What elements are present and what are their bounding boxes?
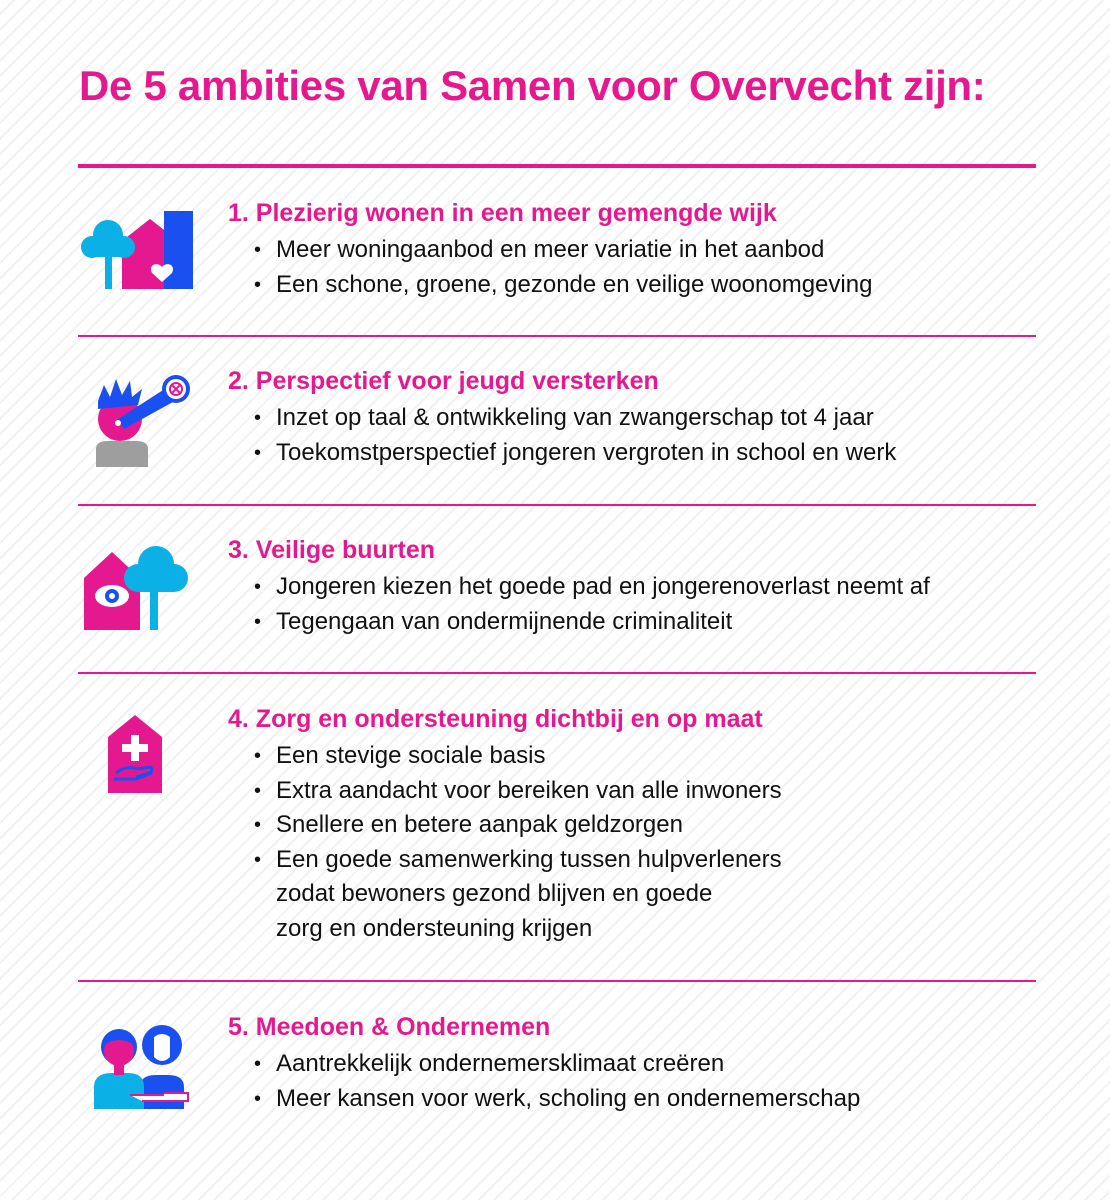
bullet-text-line: zorg en ondersteuning krijgen <box>276 914 593 942</box>
ambition-heading: 1. Plezierig wonen in een meer gemengde wijk <box>228 199 777 227</box>
house-eye-tree-icon <box>78 544 198 634</box>
bullet-text-line: Een goede samenwerking tussen hulpverleners <box>276 845 782 873</box>
bullet-list <box>254 233 872 302</box>
bullet-item: • Tegengaan van ondermijnende criminaliteit <box>254 607 733 635</box>
bullet-item: • Inzet op taal & ontwikkeling van zwangerschap tot 4 jaar <box>254 404 874 431</box>
bullet-item: • Meer kansen voor werk, scholing en ondernemerschap <box>254 1084 861 1112</box>
section-divider <box>78 335 1036 337</box>
bullet-list <box>254 570 930 639</box>
bullet-item: • Aantrekkelijk ondernemersklimaat creëren <box>254 1050 725 1077</box>
bullet-text: Een stevige sociale basis <box>276 742 546 769</box>
ambition-heading: 4. Zorg en ondersteuning dichtbij en op maat <box>228 705 763 733</box>
houses-tree-heart-icon <box>78 211 198 295</box>
ambition-4 <box>78 705 1036 955</box>
bullet-text: Tegengaan van ondermijnende criminaliteit <box>276 607 733 635</box>
title-divider <box>78 164 1036 168</box>
youth-telescope-icon <box>78 367 198 471</box>
bullet-item: • Jongeren kiezen het goede pad en jongerenoverlast neemt af <box>254 573 930 600</box>
bullet-item: • Toekomstperspectief jongeren vergroten in school en werk <box>254 438 897 466</box>
ambition-2 <box>78 367 1036 477</box>
bullet-text: Extra aandacht voor bereiken van alle inwoners <box>276 776 782 804</box>
ambition-5 <box>78 1013 1036 1123</box>
bullet-text: Aantrekkelijk ondernemersklimaat creëren <box>276 1050 725 1077</box>
bullet-list <box>254 1047 860 1116</box>
bullet-item: • Een stevige sociale basis <box>254 742 546 769</box>
ambition-heading: 5. Meedoen & Ondernemen <box>228 1013 551 1041</box>
bullet-list <box>254 401 896 470</box>
bullet-text: Meer kansen voor werk, scholing en ondernemerschap <box>276 1084 861 1112</box>
care-house-hand-icon <box>106 713 166 795</box>
ambition-3 <box>78 536 1036 646</box>
bullet-item: • Snellere en betere aanpak geldzorgen <box>254 811 683 838</box>
bullet-text: Jongeren kiezen het goede pad en jongerenoverlast neemt af <box>276 573 930 600</box>
ambition-1 <box>78 199 1036 309</box>
people-handshake-icon <box>94 1017 194 1115</box>
bullet-text: Meer woningaanbod en meer variatie in het aanbod <box>276 236 825 263</box>
bullet-item: • Meer woningaanbod en meer variatie in het aanbod <box>254 236 825 263</box>
ambition-heading: 2. Perspectief voor jeugd versterken <box>228 367 659 395</box>
bullet-text: Snellere en betere aanpak geldzorgen <box>276 811 683 838</box>
bullet-text: Een schone, groene, gezonde en veilige woonomgeving <box>276 270 873 298</box>
bullet-list <box>254 739 782 946</box>
bullet-text: Toekomstperspectief jongeren vergroten in school en werk <box>276 438 897 466</box>
page-title: De 5 ambities van Samen voor Overvecht zijn: <box>79 62 986 109</box>
bullet-item: • Een schone, groene, gezonde en veilige woonomgeving <box>254 270 873 298</box>
section-divider <box>78 504 1036 506</box>
bullet-item: • Een goede samenwerking tussen hulpverleners zodat bewoners gezond blijven en goede zorg en ondersteuning krijgen <box>254 843 782 947</box>
bullet-item: • Extra aandacht voor bereiken van alle inwoners <box>254 776 782 804</box>
bullet-text-line: zodat bewoners gezond blijven en goede <box>276 880 713 907</box>
ambition-heading: 3. Veilige buurten <box>228 536 435 564</box>
section-divider <box>78 980 1036 982</box>
section-divider <box>78 672 1036 674</box>
bullet-text: Inzet op taal & ontwikkeling van zwangerschap tot 4 jaar <box>276 404 874 431</box>
